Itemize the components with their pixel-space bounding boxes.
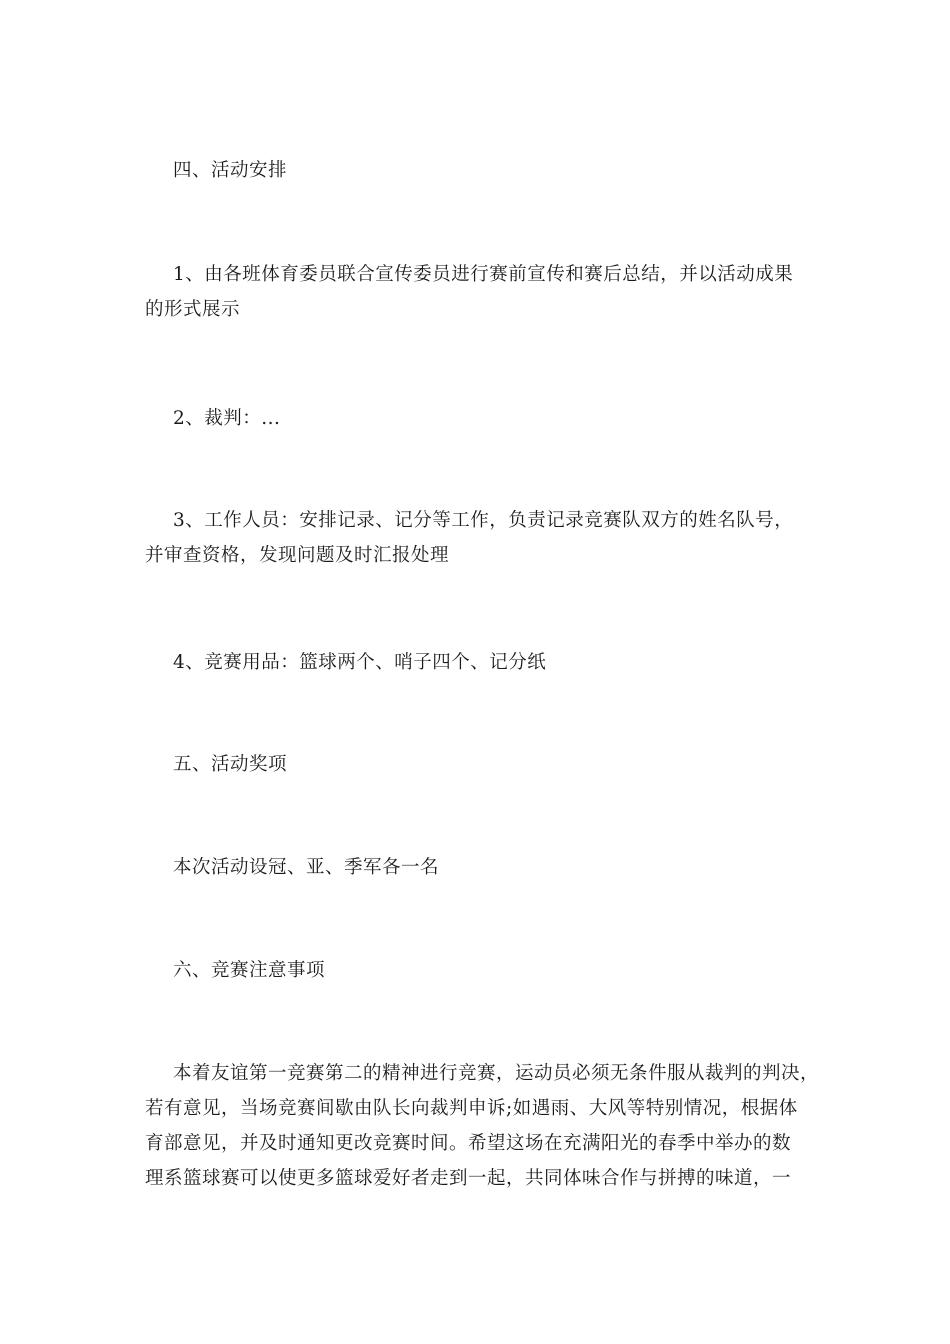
paragraph-line: 理系篮球赛可以使更多篮球爱好者走到一起，共同体味合作与拼搏的味道，一	[145, 1168, 792, 1189]
paragraph-line: 1、由各班体育委员联合宣传委员进行赛前宣传和赛后总结，并以活动成果	[173, 264, 794, 285]
section-heading-notes	[145, 953, 815, 988]
heading-text: 四、活动安排	[173, 160, 288, 181]
paragraph-awards	[145, 850, 815, 885]
paragraph-item-4	[145, 645, 815, 680]
heading-text: 六、竞赛注意事项	[173, 960, 326, 981]
paragraph-item-1	[145, 257, 815, 327]
paragraph-item-2	[145, 401, 815, 436]
paragraph-line: 3、工作人员：安排记录、记分等工作，负责记录竞赛队双方的姓名队号，	[173, 510, 794, 531]
paragraph-line: 若有意见，当场竞赛间歇由队长向裁判申诉;如遇雨、大风等特别情况，根据体	[145, 1098, 798, 1119]
heading-text: 五、活动奖项	[173, 754, 288, 775]
paragraph-line: 2、裁判：...	[173, 408, 281, 429]
paragraph-item-3	[145, 503, 815, 573]
paragraph-line: 本次活动设冠、亚、季军各一名	[173, 857, 440, 878]
paragraph-line: 育部意见，并及时通知更改竞赛时间。希望这场在充满阳光的春季中举办的数	[145, 1133, 792, 1154]
paragraph-notes	[145, 1056, 820, 1196]
paragraph-line: 的形式展示	[145, 299, 241, 320]
section-heading-activity-arrangement	[145, 153, 815, 188]
paragraph-line: 本着友谊第一竞赛第二的精神进行竞赛，运动员必须无条件服从裁判的判决，	[173, 1063, 820, 1084]
section-heading-awards	[145, 747, 815, 782]
paragraph-line: 4、竞赛用品：篮球两个、哨子四个、记分纸	[173, 652, 547, 673]
paragraph-line: 并审查资格，发现问题及时汇报处理	[145, 545, 450, 566]
